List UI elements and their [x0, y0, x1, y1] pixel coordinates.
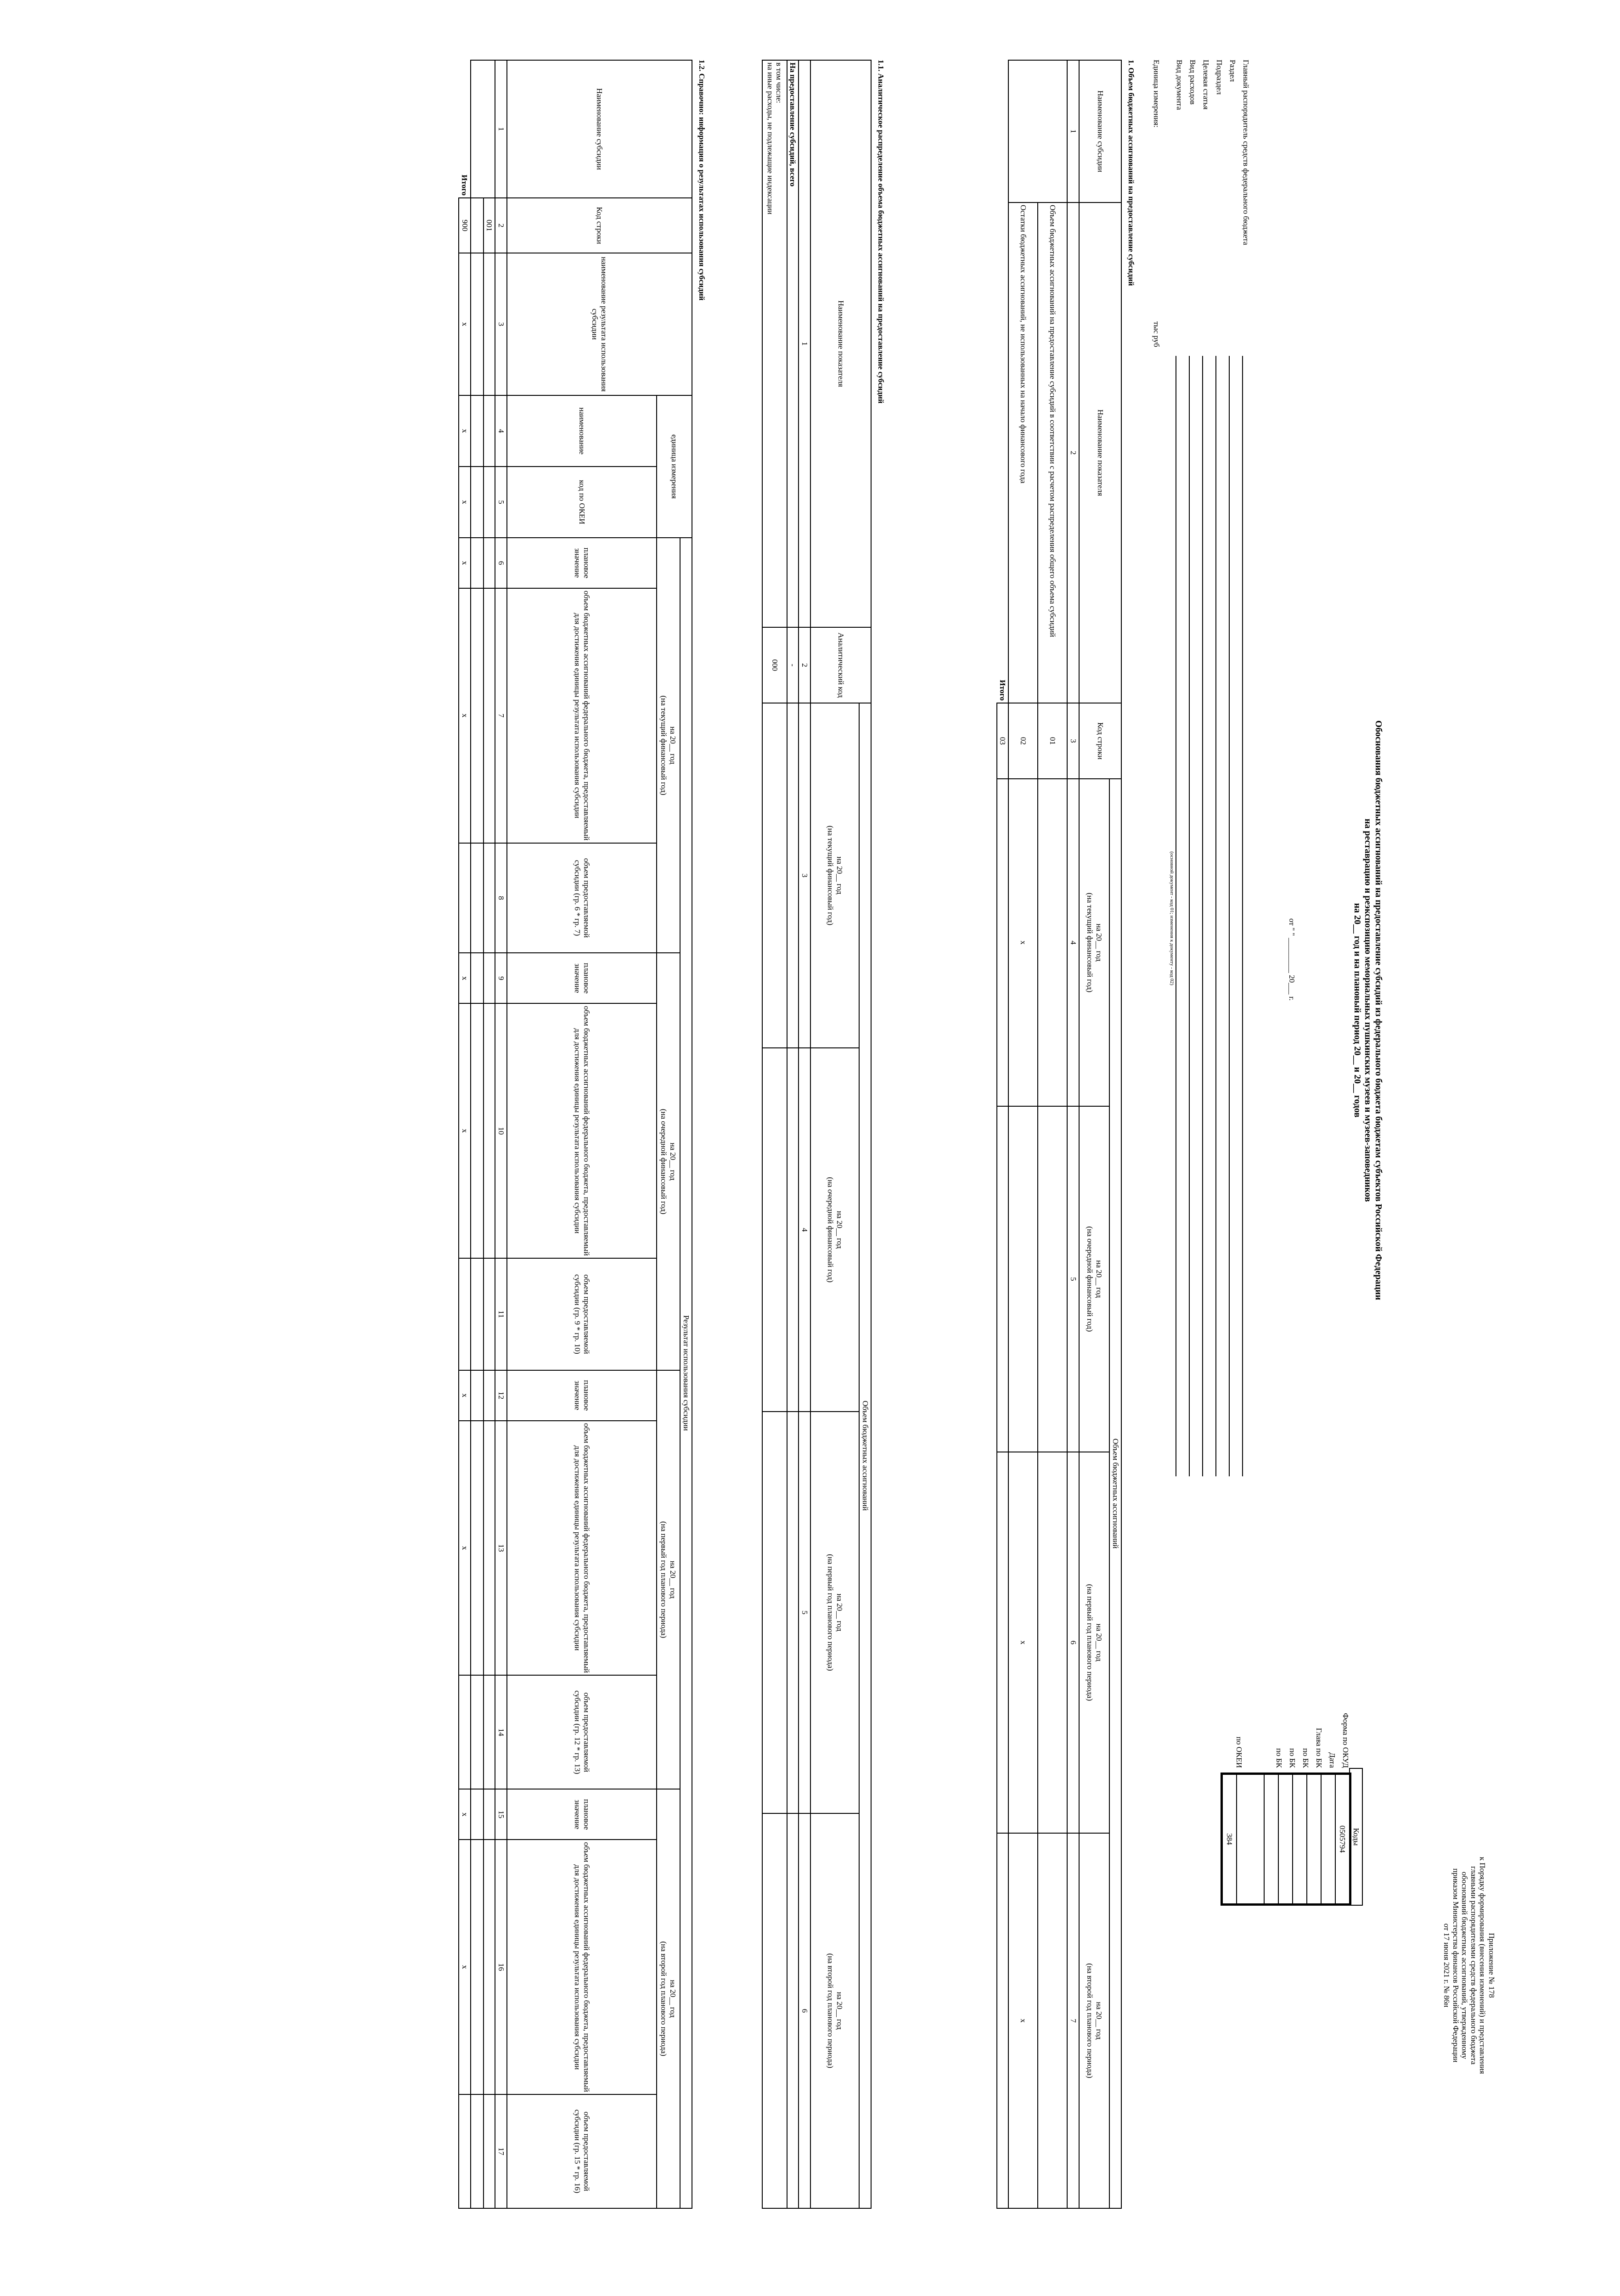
col-number: 9 [495, 953, 507, 1003]
table-cell[interactable] [762, 1412, 787, 1813]
col-number: 7 [1067, 1833, 1079, 2208]
table-cell: x [1008, 1833, 1038, 2208]
table-cell[interactable] [471, 253, 484, 395]
codes-value [1237, 1774, 1264, 1905]
total-label: Итого [460, 174, 469, 196]
table-cell[interactable] [484, 1675, 495, 1789]
table-cell[interactable] [471, 1789, 484, 1840]
total-label: Итого [998, 680, 1007, 701]
field-label: Целевая статья [1202, 60, 1210, 110]
row-label: На предоставление субсидий, всего [787, 60, 799, 627]
field-label: Вид расходов [1188, 60, 1197, 105]
table-cell[interactable] [1008, 60, 1067, 203]
table-cell[interactable] [484, 2094, 495, 2208]
col-header: объем предоставляемой субсидии (гр. 15 * гр. 16) [507, 2094, 657, 2208]
col-header: Наименование субсидии [507, 60, 692, 198]
col-subheader: (на очередной финансовый год) [1086, 1226, 1094, 1332]
table-cell[interactable] [997, 1106, 1009, 1452]
col-header: Наименование субсидии [1079, 60, 1121, 203]
col-header: на 20__ год [669, 726, 678, 765]
col-header: объем предоставляемой субсидии (гр. 12 * гр. 13) [507, 1675, 657, 1789]
field-line[interactable] [1242, 356, 1243, 1476]
table-cell[interactable] [471, 538, 484, 588]
col-header: плановое значение [507, 538, 657, 588]
table-cell[interactable] [471, 395, 484, 467]
field-line[interactable] [1189, 356, 1190, 1476]
table-cell[interactable] [459, 843, 471, 953]
codes-label: по БК [1301, 1748, 1310, 1768]
col-header: на 20__ год [1094, 1623, 1103, 1662]
col-subheader: (на второй год планового периода) [826, 1953, 835, 2068]
col-subheader: (на текущий финансовый год) [659, 695, 669, 795]
col-number: 6 [495, 538, 507, 588]
col-number: 5 [799, 1412, 810, 1813]
table-cell[interactable] [997, 1833, 1009, 2208]
table-cell[interactable] [484, 253, 495, 395]
table-cell[interactable] [484, 1370, 495, 1421]
col-header: Наименование показателя [810, 60, 871, 627]
col-header: плановое значение [507, 953, 657, 1003]
unit-value: тыс руб [1152, 321, 1161, 347]
col-subheader: (на второй год планового периода) [659, 1941, 669, 2056]
field-label: Главный распорядитель средств федерального бюджета [1242, 60, 1250, 245]
col-number: 12 [495, 1370, 507, 1421]
table-cell[interactable] [1008, 1106, 1038, 1452]
codes-label: Глава по БК [1315, 1728, 1323, 1768]
col-number: 1 [1067, 60, 1079, 203]
col-number: 1 [799, 60, 810, 627]
col-subheader: (на текущий финансовый год) [826, 825, 835, 926]
table-cell: x [459, 1789, 471, 1840]
col-header: Код строки [1079, 703, 1121, 779]
col-header: на 20__ год [669, 1980, 678, 2018]
col-header: объем бюджетных ассигнований федерального бюджета, предоставляемый для достижения единицы результата использования субсидии [507, 1003, 657, 1258]
table-cell[interactable] [1038, 779, 1067, 1106]
col-number: 2 [1067, 203, 1079, 703]
table-cell[interactable] [762, 1048, 787, 1412]
date-line: от " " _________ 20___ г. [1288, 918, 1296, 1001]
col-number: 3 [495, 253, 507, 395]
codes-value [1264, 1774, 1278, 1905]
row-code: 900 [459, 198, 471, 253]
col-number: 7 [495, 588, 507, 843]
col-header: на 20__ год [835, 1593, 844, 1632]
table-cell[interactable] [484, 467, 495, 538]
col-header: объем бюджетных ассигнований федерального бюджета, предоставляемый для достижения единицы результата использования субсидии [507, 1421, 657, 1676]
row-code: 02 [1008, 703, 1038, 779]
col-header: на 20__ год [835, 856, 844, 895]
codes-value [1278, 1774, 1293, 1905]
col-number: 5 [1067, 1106, 1079, 1452]
col-header: на 20__ год [835, 1992, 844, 2030]
codes-value: 0505794 [1335, 1774, 1350, 1905]
col-subheader: (на первый год планового периода) [826, 1554, 835, 1671]
col-header: объем бюджетных ассигнований федерального бюджета, предоставляемый для достижения единицы результата использования субсидии [507, 588, 657, 843]
col-header: Наименование показателя [1079, 203, 1121, 703]
col-header: на 20__ год [669, 1142, 678, 1181]
section1-heading: 1. Объем бюджетных ассигнований на предоставление субсидий [1127, 60, 1136, 286]
codes-label: Дата [1328, 1752, 1337, 1768]
table-cell[interactable] [484, 1840, 495, 2094]
col-header: плановое значение [507, 1789, 657, 1840]
codes-values [1221, 1773, 1351, 1906]
col-number: 15 [495, 1789, 507, 1840]
table-cell[interactable] [471, 198, 484, 253]
codes-label [1243, 1589, 1270, 1768]
col-subheader: (на текущий финансовый год) [1086, 892, 1094, 993]
col-number: 3 [1067, 703, 1079, 779]
table-cell: x [459, 588, 471, 843]
table-cell[interactable] [471, 60, 495, 198]
codes-label: по БК [1275, 1748, 1283, 1768]
table-cell[interactable] [1038, 1452, 1067, 1833]
table-cell[interactable] [484, 953, 495, 1003]
table-cell[interactable] [459, 1675, 471, 1789]
table-cell[interactable] [1038, 1106, 1067, 1452]
col-subheader: (на очередной финансовый год) [659, 1109, 669, 1215]
table-cell[interactable] [471, 2094, 484, 2208]
table-cell[interactable] [471, 1258, 484, 1370]
table-cell[interactable] [471, 1840, 484, 2094]
table-cell[interactable] [459, 1258, 471, 1370]
table-cell[interactable] [1038, 1833, 1067, 2208]
table-cell[interactable] [471, 1370, 484, 1421]
col-header: Аналитический код [810, 627, 871, 703]
field-line[interactable] [1215, 356, 1216, 1476]
appendix-note: Приложение № 178 к Порядку формирования (внесения изменений) и представления главными распорядителями средств федерального бюджета обоснований бюджетных ассигнований, утвержденному приказом Министерства финансов Российской Федерации от 17 июня 2021 г. № 86н [1442, 1857, 1496, 2074]
table-cell[interactable] [484, 588, 495, 843]
row-code: 01 [1038, 703, 1067, 779]
codes-value: 384 [1222, 1774, 1237, 1905]
table-cell: x [459, 467, 471, 538]
table-cell: x [459, 1840, 471, 2094]
table-cell[interactable] [484, 1258, 495, 1370]
col-header: Объем бюджетных ассигнований [859, 703, 871, 2208]
col-header: на 20__ год [835, 1210, 844, 1249]
field-line[interactable] [1229, 356, 1230, 1476]
col-header: код по ОКЕИ [507, 467, 657, 538]
col-header: наименование результата использования субсидии [507, 253, 692, 395]
table-cell[interactable] [471, 1421, 484, 1676]
col-header: наименование [507, 395, 657, 467]
table-cell[interactable] [471, 843, 484, 953]
col-subheader: (на первый год планового периода) [1086, 1584, 1094, 1701]
codes-label: по ОКЕИ [1235, 1736, 1243, 1768]
table-cell[interactable] [762, 703, 787, 1048]
field-label: Раздел [1228, 60, 1237, 82]
table-cell: x [459, 953, 471, 1003]
table-cell[interactable] [484, 1789, 495, 1840]
table-cell: x [1008, 779, 1038, 1106]
col-number: 17 [495, 2094, 507, 2208]
row-label: Остатки бюджетных ассигнований, не использованных на начало финансового года [1008, 203, 1038, 703]
table-cell: x [459, 1421, 471, 1676]
col-header: единица измерения [657, 395, 692, 538]
col-header: Объем бюджетных ассигнований [1109, 779, 1121, 2208]
table-cell[interactable] [484, 1003, 495, 1258]
col-header: на 20__ год [1094, 2002, 1103, 2040]
field-label: Подраздел [1215, 60, 1224, 95]
col-number: 5 [495, 467, 507, 538]
table-cell: x [1008, 1452, 1038, 1833]
field-label: Вид документа [1175, 60, 1184, 110]
table-cell[interactable] [471, 953, 484, 1003]
col-header: на 20__ год [1094, 1260, 1103, 1298]
table-cell[interactable] [787, 703, 799, 1048]
table-cell[interactable] [484, 1421, 495, 1676]
col-number: 4 [1067, 779, 1079, 1106]
codes-header: Коды [1350, 1768, 1362, 1905]
col-number: 14 [495, 1675, 507, 1789]
row-label: на иные расходы, не подлежащие индексации [765, 62, 775, 214]
col-header: на 20__ год [669, 1560, 678, 1599]
section12-table [458, 60, 692, 2209]
col-subheader: (на второй год планового периода) [1086, 1963, 1094, 2078]
table-cell[interactable] [459, 2094, 471, 2208]
codes-label: Форма по ОКУД [1341, 1713, 1350, 1768]
table-cell[interactable] [787, 1048, 799, 1412]
row-label: в том числе: [775, 62, 784, 103]
header-fields [1173, 60, 1253, 245]
col-number: 1 [495, 60, 507, 198]
table-cell[interactable] [787, 1813, 799, 2208]
col-number: 6 [799, 1813, 810, 2208]
table-cell: x [459, 395, 471, 467]
table-cell[interactable] [484, 395, 495, 467]
table-cell[interactable] [471, 1675, 484, 1789]
table-cell[interactable] [471, 467, 484, 538]
section11-heading: 1.1. Аналитическое распределение объема бюджетных ассигнований на предоставление субсидий [877, 60, 885, 404]
doc-note: (основной документ - код 01; изменения к документу - код 02) [1169, 851, 1175, 985]
row-label: Объем бюджетных ассигнований на предоставление субсидий в соответствии с расчетом распределения общего объема субсидий [1038, 203, 1067, 703]
row-code: 001 [484, 198, 495, 253]
col-number: 16 [495, 1840, 507, 2094]
section12-heading: 1.2. Справочно: информация о результатах использования субсидий [698, 60, 706, 301]
codes-value [1307, 1774, 1321, 1905]
codes-label: по БК [1288, 1748, 1297, 1768]
col-number: 13 [495, 1421, 507, 1676]
col-number: 6 [1067, 1452, 1079, 1833]
section1-table [996, 60, 1122, 2209]
section11-table [762, 60, 872, 2209]
document-title: Обоснования бюджетных ассигнований на предоставление субсидий из федерального бюджета бюджетам субъектов Российской Федерации на реставрацию и реэкспозицию мемориальных пушкинских музеев и музеев-заповедников на 20__ год и на плановый период 20__ и 20__ годов [1352, 720, 1384, 1300]
table-cell[interactable] [762, 1813, 787, 2208]
codes-value [1321, 1774, 1335, 1905]
row-code: 03 [997, 703, 1009, 779]
col-header: Код строки [507, 198, 692, 253]
col-subheader: (на очередной финансовый год) [826, 1177, 835, 1283]
table-cell[interactable] [484, 843, 495, 953]
col-header: объем бюджетных ассигнований федерального бюджета, предоставляемый для достижения единицы результата использования субсидии [507, 1840, 657, 2094]
row-code: - [787, 627, 799, 703]
unit-label: Единица измерения: [1152, 60, 1161, 128]
col-number: 10 [495, 1003, 507, 1258]
field-line[interactable] [1202, 356, 1203, 1476]
table-cell[interactable] [997, 1452, 1009, 1833]
table-cell[interactable] [997, 779, 1009, 1106]
col-header: на 20__ год [1094, 923, 1103, 962]
col-number: 2 [495, 198, 507, 253]
col-header: Результат использования субсидии [680, 538, 692, 2208]
col-number: 4 [495, 395, 507, 467]
table-cell[interactable] [471, 1003, 484, 1258]
codes-labels [1230, 1589, 1350, 1768]
col-number: 3 [799, 703, 810, 1048]
col-number: 2 [799, 627, 810, 703]
row-code: 000 [762, 627, 787, 703]
col-number: 4 [799, 1048, 810, 1412]
table-cell[interactable] [484, 538, 495, 588]
table-cell[interactable] [471, 588, 484, 843]
table-cell: x [459, 538, 471, 588]
col-number: 11 [495, 1258, 507, 1370]
table-cell: x [459, 1370, 471, 1421]
col-number: 8 [495, 843, 507, 953]
col-header: плановое значение [507, 1370, 657, 1421]
table-cell[interactable] [787, 1412, 799, 1813]
col-header: объем предоставляемой субсидии (гр. 9 * гр. 10) [507, 1258, 657, 1370]
codes-value [1293, 1774, 1307, 1905]
table-cell: x [459, 1003, 471, 1258]
table-cell: x [459, 253, 471, 395]
col-subheader: (на первый год планового периода) [659, 1521, 669, 1638]
col-header: объем предоставляемой субсидии (гр. 6 * гр. 7) [507, 843, 657, 953]
